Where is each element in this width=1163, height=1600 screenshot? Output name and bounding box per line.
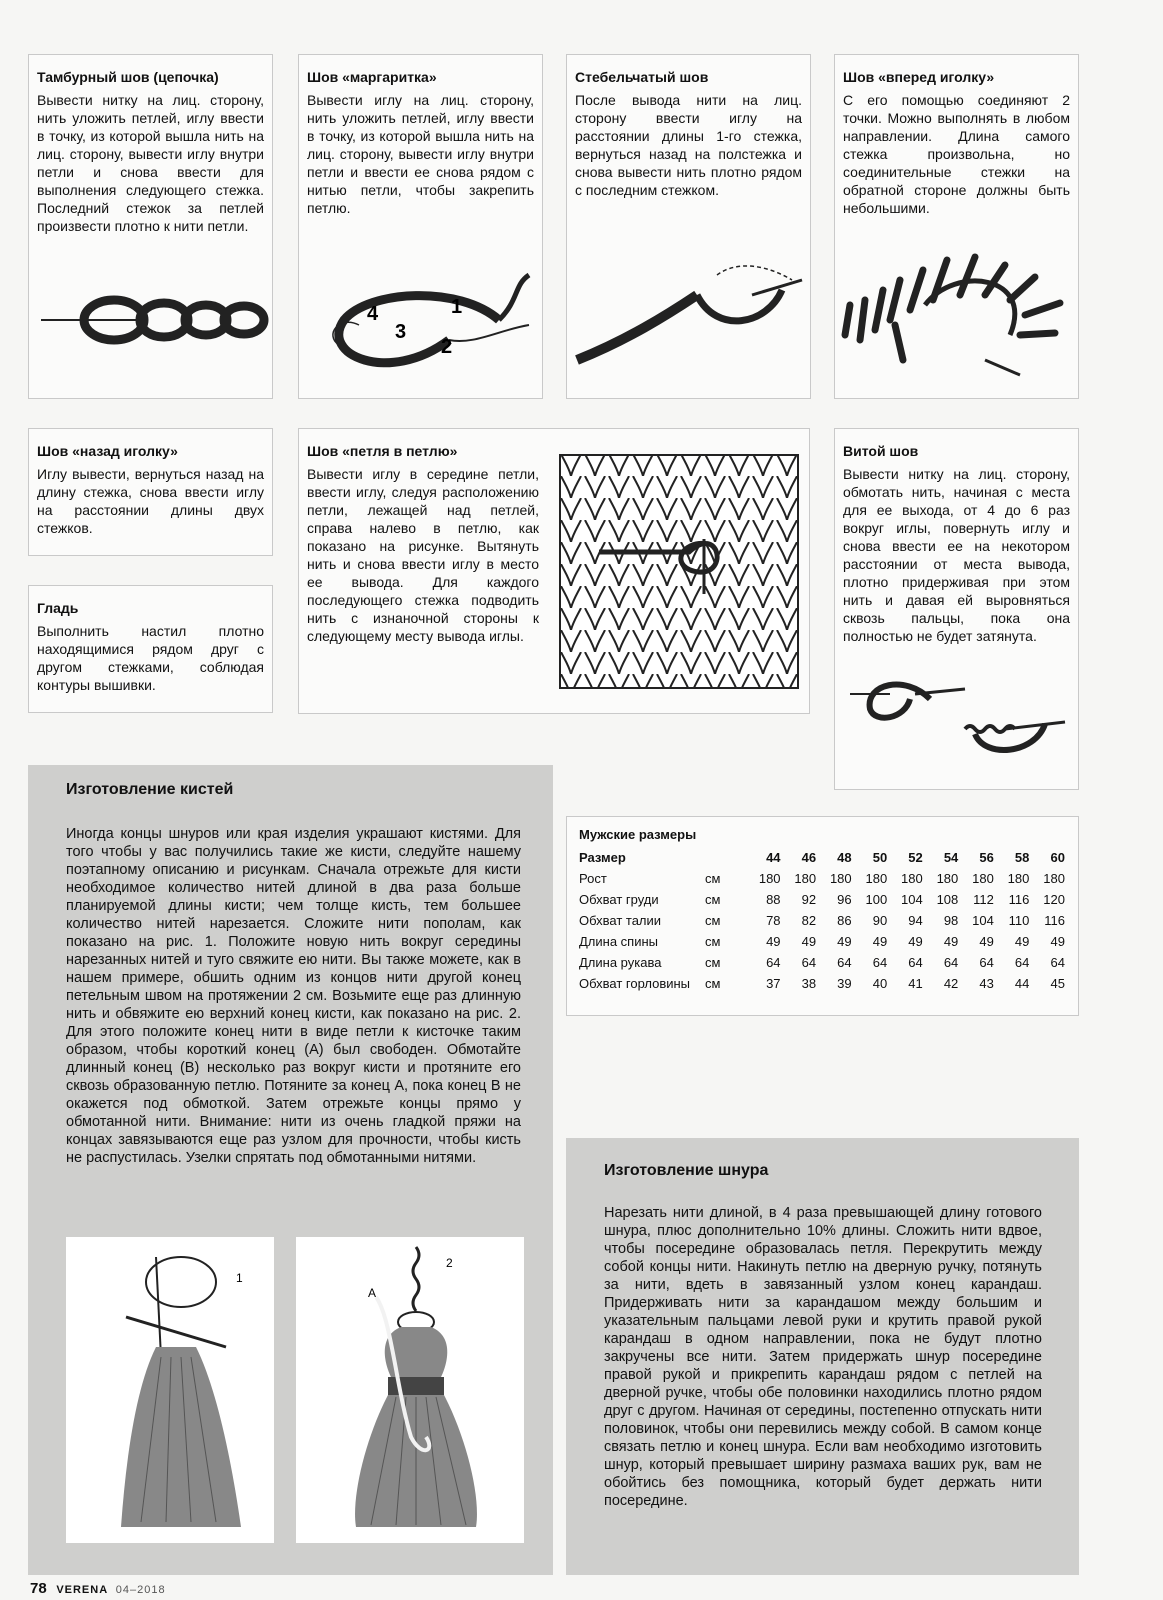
stitch-text: После вывода нити на лиц. сторону ввести иглу на расстоянии длины 1-го стежка, вернуться назад на полстежка и снова вывести нить плотно рядом с последним стежком. [575, 92, 802, 198]
stitch-text: Вывести иглу в середине петли, ввести иглу, следуя расположению петли, лежащей над петлей, справа налево в петлю, как показано на рисунке. Вытянуть нить и снова ввести иглу в место ее вывода. Для каждого последующего стежка подводить нить с изнаночной стороны к следующему месту вывода иглы. [307, 466, 539, 644]
stitch-text: Иглу вывести, вернуться назад на длину стежка, снова ввести иглу на расстоянии длины двух стежков. [37, 466, 264, 536]
table-cell: 108 [936, 892, 959, 907]
table-cell: 78 [766, 913, 781, 928]
size-header-cell: 50 [872, 850, 888, 865]
knit-loop-illustration [559, 454, 799, 689]
row-label: Рост [579, 871, 607, 886]
table-cell: 44 [1014, 976, 1030, 991]
table-cell: 116 [1008, 892, 1030, 907]
stitch-title: Шов «маргаритка» [307, 69, 437, 85]
size-header-cell: 58 [1014, 850, 1030, 865]
chain-stitch-illustration [29, 280, 274, 390]
table-cell: 49 [801, 934, 817, 949]
tassel-figure-2 [296, 1237, 524, 1543]
size-header-cell: 44 [766, 850, 781, 865]
table-cell: 64 [872, 955, 888, 970]
stitch-card-daisy [298, 54, 543, 399]
table-cell: 64 [908, 955, 923, 970]
stem-stitch-illustration [567, 255, 812, 375]
size-header-cell: 52 [908, 850, 923, 865]
row-label: Обхват горловины [579, 976, 691, 991]
table-cell: 180 [901, 871, 923, 886]
table-cell: 64 [837, 955, 852, 970]
cord-panel [566, 1138, 1079, 1575]
table-row [579, 931, 1065, 952]
table-cell: 180 [794, 871, 817, 886]
thread-end-label: A [368, 1286, 377, 1300]
stitch-text: С его помощью соединяют 2 точки. Можно выполнять в любом направлении. Длина самого стежка произвольна, но соединительные стежки на обратной стороне должны быть небольшими. [843, 92, 1070, 216]
table-cell: 64 [801, 955, 817, 970]
stitch-title: Витой шов [843, 443, 919, 459]
table-header-row [579, 847, 1065, 868]
row-label: Обхват груди [579, 892, 659, 907]
magazine-name: VERENA [56, 1584, 109, 1596]
row-label: Длина рукава [579, 955, 662, 970]
table-cell: 40 [872, 976, 888, 991]
table-cell: 180 [829, 871, 852, 886]
stitch-card-running [834, 54, 1079, 399]
table-cell: 64 [943, 955, 959, 970]
size-header-cell: 54 [943, 850, 959, 865]
stitch-card-satin [28, 585, 273, 713]
table-cell: 42 [943, 976, 959, 991]
table-cell: 88 [766, 892, 781, 907]
page-footer [30, 1580, 166, 1597]
table-cell: 41 [908, 976, 923, 991]
stitch-card-loop [298, 428, 810, 714]
table-cell: 116 [1044, 913, 1065, 928]
table-row [579, 952, 1065, 973]
stitch-text: Вывести нитку на лиц. сторону, обмотать нить, начиная с места для ее выхода, от 4 до 6 раз вокруг иглы, повернуть иглу и снова ввести ее на некотором расстоянии от места вывода, плотно придерживая при этом нить и давая ей выровняться сквозь пальцы, пока она полностью не будет затянута. [843, 466, 1070, 644]
table-cell: 110 [1008, 913, 1030, 928]
table-cell: 64 [1014, 955, 1030, 970]
table-row [579, 910, 1065, 931]
figure-number: 1 [236, 1271, 243, 1285]
table-cell: 180 [1043, 871, 1065, 886]
table-cell: 112 [973, 892, 994, 907]
table-cell: 180 [1007, 871, 1030, 886]
table-cell: 49 [837, 934, 852, 949]
table-cell: 104 [972, 913, 994, 928]
table-cell: 180 [972, 871, 994, 886]
table-cell: 104 [901, 892, 923, 907]
table-cell: 100 [865, 892, 888, 907]
row-label: Обхват талии [579, 913, 662, 928]
table-cell: 82 [801, 913, 817, 928]
table-cell: 180 [758, 871, 781, 886]
table-cell: 98 [943, 913, 959, 928]
header-label: Размер [579, 850, 626, 865]
table-cell: 92 [801, 892, 817, 907]
size-header-cell: 56 [979, 850, 994, 865]
size-table [579, 847, 1065, 994]
issue-number: 04–2018 [115, 1584, 166, 1596]
row-label: Длина спины [579, 934, 658, 949]
table-cell: 64 [979, 955, 994, 970]
stitch-title: Шов «вперед иголку» [843, 69, 995, 85]
row-unit: см [705, 892, 721, 907]
step-label: 4 [367, 303, 379, 325]
header-unit-spacer [705, 847, 745, 868]
row-unit: см [705, 934, 721, 949]
stitch-text: Выполнить настил плотно находящимися рядом друг с другом стежками, соблюдая контуры вышивки. [37, 623, 264, 693]
table-cell: 39 [837, 976, 852, 991]
stitch-card-twisted [834, 428, 1079, 790]
table-cell: 49 [943, 934, 959, 949]
stitch-title: Тамбурный шов (цепочка) [37, 69, 219, 85]
table-cell: 120 [1043, 892, 1065, 907]
table-row [579, 973, 1065, 994]
figure-number: 2 [446, 1256, 453, 1270]
section-title: Изготовление шнура [604, 1162, 769, 1179]
running-stitch-illustration [835, 245, 1080, 385]
table-cell: 96 [837, 892, 852, 907]
table-cell: 90 [872, 913, 888, 928]
twisted-stitch-illustration [835, 674, 1080, 774]
step-label: 1 [451, 296, 463, 318]
table-cell: 94 [908, 913, 923, 928]
size-header-cell: 60 [1050, 850, 1065, 865]
table-cell: 49 [1050, 934, 1065, 949]
table-cell: 45 [1050, 976, 1065, 991]
table-cell: 49 [1014, 934, 1030, 949]
table-cell: 180 [936, 871, 959, 886]
stitch-text: Вывести нитку на лиц. сторону, нить уложить петлей, иглу ввести в точку, из которой вышла нить на лиц. сторону, вывести иглу внутри петли и снова ввести для выполнения следующего стежка. Последний стежок за петлей произвести плотно к нити петли. [37, 92, 264, 234]
table-title: Мужские размеры [579, 827, 697, 842]
step-label: 2 [441, 336, 453, 358]
table-cell: 64 [1050, 955, 1065, 970]
table-cell: 49 [908, 934, 923, 949]
row-unit: см [705, 955, 721, 970]
page-number: 78 [30, 1580, 47, 1597]
size-header-cell: 46 [801, 850, 817, 865]
stitch-card-backstitch [28, 428, 273, 556]
table-row [579, 889, 1065, 910]
row-unit: см [705, 913, 721, 928]
table-cell: 86 [837, 913, 852, 928]
table-cell: 49 [979, 934, 994, 949]
stitch-card-stem [566, 54, 811, 399]
size-table-card [566, 816, 1079, 1016]
daisy-stitch-illustration [299, 265, 544, 385]
table-row [579, 868, 1065, 889]
section-text: Иногда концы шнуров или края изделия украшают кистями. Для того чтобы у вас получились такие же кисти, следуйте нашему поэтапному описанию и рисункам. Сначала отрежьте для кисти необходимое количество нитей длиной в два раза больше планируемой длины кисти; чем толще кисть, тем большее количество нитей нарезается. Сложите нити пополам, как показано на рис. 1. Положите новую нить вокруг середины нарезанных нитей и туго свяжите ею нити. Вы также можете, как в нашем примере, обшить одним из концов нити другой конец петельным швом на протяжении 2 см. Возьмите еще раз длинную нить и обвяжите ею верхний конец кисти, как показано на рис. 2. Для этого положите конец нити в виде петли к кисточке таким образом, чтобы короткий конец (А) был свободен. Обмотайте длинный конец (В) несколько раз вокруг кисти и протяните его сквозь образованную петлю. Потяните за конец А, пока конец В не окажется под обмоткой. Затем отрежьте концы прямо у обмотанной нити. Внимание: нити из очень гладкой пряжи на концах завязываются еще раз узлом для прочности, чтобы кисть не распустилась. Узелки спрятать под обмотанными нитями. [66, 826, 521, 1166]
section-title: Изготовление кистей [66, 781, 234, 798]
row-unit: см [705, 871, 721, 886]
stitch-title: Шов «петля в петлю» [307, 443, 458, 459]
tassels-panel [28, 765, 553, 1575]
table-cell: 64 [766, 955, 781, 970]
stitch-card-tambour [28, 54, 273, 399]
section-text: Нарезать нити длиной, в 4 раза превышающей длину готового шнура, плюс дополнительно 10% длины. Сложить нити вдвое, чтобы посередине образовалась петля. Перекрутить между собой концы нити. Накинуть петлю на дверную ручку, потянуть за нити, вдеть в завязанный узлом конец карандаш. Придерживать нити за карандашом между большим и указательным пальцами левой руки и крутить правой рукой карандаш в одном направлении, пока не будут плотно закручены все нити. Затем придержать шнур посередине правой рукой и прикрепить карандаш рядом с петлей на дверной ручке, чтобы обе половинки находились плотно рядом друг с другом. Начиная от середины, постепенно отпускать нити половинок, чтобы они перевились между собой. В самом конце связать петлю и конец шнура. Если вам необходимо изготовить шнур, который превышает ширину размаха ваших рук, вам не обойтись без помощника, который будет держать нити посередине. [604, 1205, 1042, 1509]
step-label: 3 [395, 321, 407, 343]
stitch-title: Шов «назад иголку» [37, 443, 178, 459]
table-cell: 38 [801, 976, 817, 991]
tassel-figure-1 [66, 1237, 274, 1543]
size-header-cell: 48 [837, 850, 852, 865]
stitch-text: Вывести иглу на лиц. сторону, нить уложить петлей, иглу ввести в точку, из которой вышла нить на лиц. сторону, вывести иглу внутри петли и ввести ее снова рядом с нитью петли, чтобы закрепить петлю. [307, 92, 534, 216]
stitch-title: Стебельчатый шов [575, 69, 709, 85]
table-cell: 43 [979, 976, 994, 991]
table-cell: 37 [766, 976, 781, 991]
table-cell: 180 [865, 871, 888, 886]
table-cell: 49 [766, 934, 781, 949]
table-cell: 49 [872, 934, 888, 949]
stitch-title: Гладь [37, 600, 79, 616]
row-unit: см [705, 976, 721, 991]
